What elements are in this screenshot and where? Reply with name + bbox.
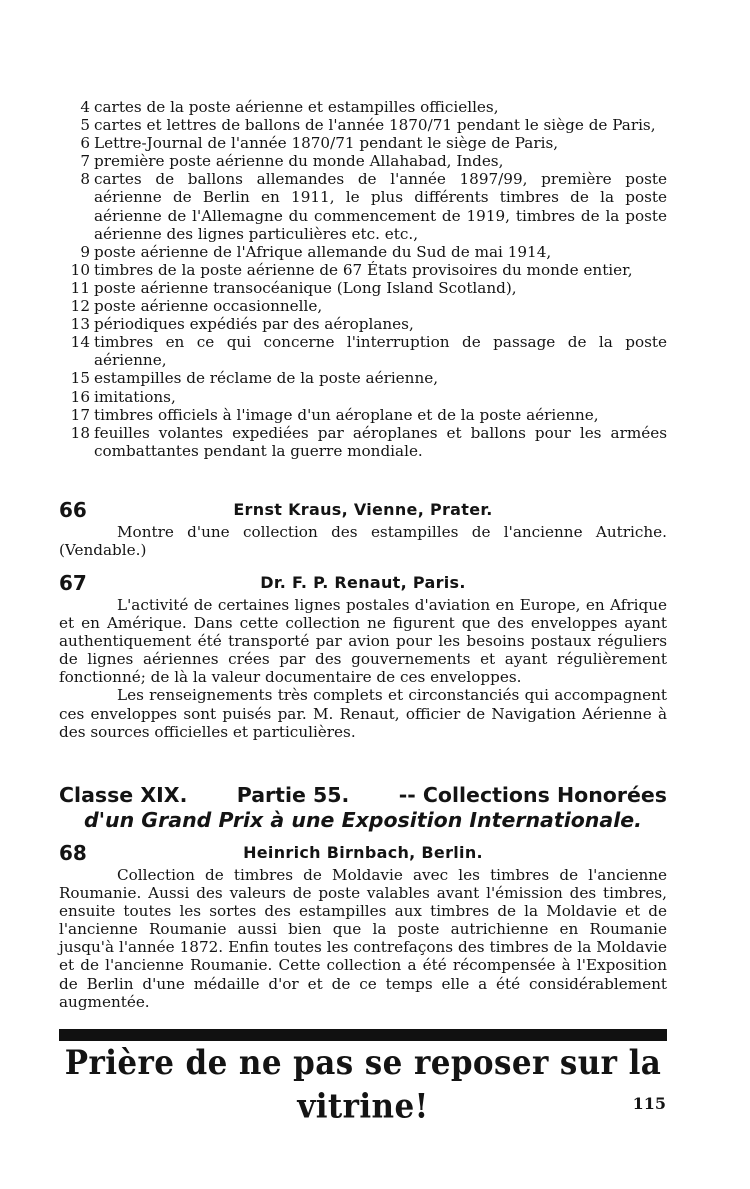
list-item-number: 13 — [70, 315, 90, 334]
notice-banner: Prière de ne pas se reposer sur la vitrine! — [64, 1043, 662, 1127]
list-item-text: imitations, — [94, 387, 176, 406]
entry-description: Collection de timbres de Moldavie avec les timbres de l'ancienne Roumanie. Aussi des valeurs de poste valables avant l'émission des timbres, ensuite toutes les sortes des estampilles aux timbres de la Moldavie et de l'ancienne Roumanie aussi bien que la poste autrichienne en Roumanie jusqu'à l'année 1872. Enfin toutes les contrefaçons des timbres de la Moldavie et de l'ancienne Roumanie. Cette collection a été récompensée à l'Exposition de Berlin d'une médaille d'or et de ce temps elle a été considérablement augmentée. — [59, 866, 667, 1011]
list-item — [55, 424, 667, 460]
list-item-text: estampilles de réclame de la poste aérienne, — [94, 369, 439, 388]
entry-67 — [59, 570, 667, 741]
list-item-number: 12 — [70, 297, 90, 316]
entry-description: L'activité de certaines lignes postales d'aviation en Europe, en Afrique et en Amérique. Dans cette collection ne figurent que des enveloppes ayant authentiquement été transporté par avion pour les besoins postaux réguliers de lignes aériennes crées par des gouvernements et ayant régulièrement fonctionné; de là la valeur documentaire de ces enveloppes. — [59, 596, 667, 687]
entry-68 — [59, 840, 667, 1011]
entry-number: 66 — [59, 498, 87, 522]
entry-description: Montre d'une collection des estampilles de l'ancienne Autriche. (Vendable.) — [59, 523, 667, 560]
list-item — [55, 406, 667, 424]
list-item-number: 18 — [70, 423, 90, 442]
numbered-list — [55, 98, 667, 460]
list-item-text: Lettre-Journal de l'année 1870/71 pendant le siège de Paris, — [94, 134, 559, 153]
list-item-text: première poste aérienne du monde Allahabad, Indes, — [94, 152, 504, 171]
list-item-text: périodiques expédiés par des aéroplanes, — [94, 315, 414, 334]
entry-number: 67 — [59, 571, 87, 595]
list-item-text: poste aérienne transocéanique (Long Island Scotland), — [94, 278, 517, 297]
list-item-text: poste aérienne occasionnelle, — [94, 297, 323, 316]
exhibitor-name: Ernst Kraus, Vienne, Prater. — [233, 500, 493, 519]
list-item — [55, 369, 667, 387]
list-item-text: feuilles volantes expediées par aéroplanes et ballons pour les armées combattantes pendant la guerre mondiale. — [94, 423, 667, 460]
section-subtitle: d'un Grand Prix à une Exposition Internationale. — [84, 808, 642, 832]
list-item — [55, 315, 667, 333]
entry-description-2: Les renseignements très complets et circonstanciés qui accompagnent ces enveloppes sont puisés par. M. Renaut, officier de Navigation Aérienne à des sources officielles et particulières. — [59, 686, 667, 741]
list-item-number: 7 — [80, 152, 90, 171]
list-item-number: 9 — [80, 242, 90, 261]
list-item — [55, 152, 667, 170]
list-item-number: 4 — [80, 98, 90, 116]
list-item — [55, 333, 667, 369]
list-item-text: poste aérienne de l'Afrique allemande du Sud de mai 1914, — [94, 242, 552, 261]
list-item — [55, 98, 667, 116]
list-item — [55, 170, 667, 242]
divider-bar — [59, 1029, 667, 1041]
list-item — [55, 243, 667, 261]
list-item — [55, 134, 667, 152]
exhibitor-name: Heinrich Birnbach, Berlin. — [243, 843, 483, 862]
list-item-number: 5 — [80, 116, 90, 135]
list-item-number: 6 — [80, 134, 90, 153]
entry-66 — [59, 497, 667, 559]
list-item-text: cartes de ballons allemandes de l'année 1897/99, première poste aérienne de Berlin en 1911, le plus différents timbres de la poste aérienne de l'Allemagne du commencement de 1919, timbres de la poste aérienne des lignes particulières etc. etc., — [94, 170, 667, 243]
list-item-text: cartes de la poste aérienne et estampilles officielles, — [94, 98, 499, 116]
list-item — [55, 388, 667, 406]
list-item-text: cartes et lettres de ballons de l'année 1870/71 pendant le siège de Paris, — [94, 116, 656, 135]
list-item — [55, 116, 667, 134]
section-part: Partie 55. — [236, 783, 350, 807]
list-item-number: 14 — [70, 333, 90, 352]
list-item-number: 15 — [70, 369, 90, 388]
exhibitor-name: Dr. F. P. Renaut, Paris. — [260, 573, 466, 592]
list-item — [55, 279, 667, 297]
section-heading — [59, 783, 667, 833]
list-item — [55, 261, 667, 279]
list-item-number: 11 — [70, 278, 90, 297]
section-class: Classe XIX. — [59, 783, 188, 807]
list-item-text: timbres en ce qui concerne l'interruption de passage de la poste aérienne, — [94, 333, 667, 370]
list-item-number: 8 — [80, 170, 90, 189]
list-item-text: timbres de la poste aérienne de 67 États provisoires du monde entier, — [94, 260, 633, 279]
section-title: -- Collections Honorées — [398, 783, 667, 807]
list-item — [55, 297, 667, 315]
page-number: 115 — [632, 1094, 666, 1113]
list-item-text: timbres officiels à l'image d'un aéroplane et de la poste aérienne, — [94, 405, 599, 424]
list-item-number: 10 — [70, 260, 90, 279]
entry-number: 68 — [59, 841, 87, 865]
list-item-number: 17 — [70, 405, 90, 424]
list-item-number: 16 — [70, 387, 90, 406]
